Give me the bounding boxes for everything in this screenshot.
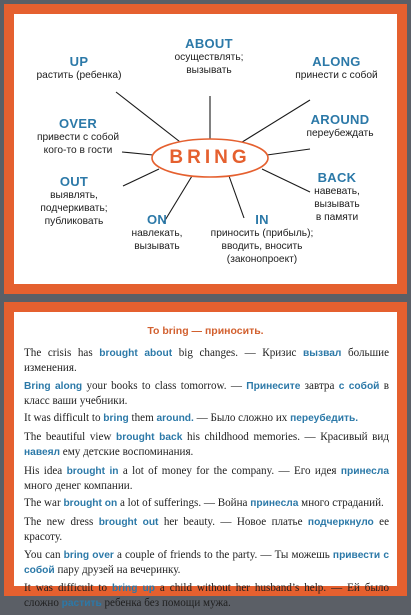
- sentence-text: a lot of sufferings. — Война: [117, 497, 251, 510]
- highlighted-phrase: подчеркнуло: [307, 516, 374, 528]
- example-sentence: [24, 496, 389, 511]
- sentence-text: ему детские воспоминания.: [60, 446, 194, 459]
- node-in-particle: IN: [255, 212, 269, 227]
- node-out: [26, 174, 122, 228]
- node-around-particle: AROUND: [310, 112, 370, 127]
- sentence-text: The new dress: [24, 515, 99, 528]
- highlighted-phrase: переубедить.: [290, 413, 359, 425]
- sentence-text: большие изменения.: [24, 347, 389, 375]
- sentence-text: It was difficult to: [24, 412, 104, 425]
- highlighted-phrase: brought back: [116, 431, 183, 443]
- node-over-particle: OVER: [58, 116, 98, 131]
- node-about: [149, 36, 269, 77]
- highlighted-phrase: принесла: [250, 498, 299, 510]
- example-sentence: [24, 346, 389, 375]
- node-along: [284, 54, 389, 82]
- node-along-particle: ALONG: [312, 54, 361, 69]
- center-word: BRING: [169, 147, 251, 168]
- sentence-text: a child without her husband’s help. — Ей было сложно: [24, 582, 389, 610]
- highlighted-phrase: навеял: [24, 447, 61, 459]
- example-sentence-list: [24, 346, 389, 615]
- sentence-text: The war: [24, 497, 64, 510]
- sentence-text: ребенка без помощи мужа.: [101, 597, 231, 610]
- highlighted-phrase: brought in: [66, 465, 119, 477]
- highlighted-phrase: bring over: [63, 549, 114, 561]
- sentence-text: в класс ваши учебники.: [24, 379, 389, 407]
- node-in-translation: приносить (прибыль); вводить, вносить (законопроект): [210, 228, 314, 265]
- highlighted-phrase: Принесите: [246, 380, 301, 392]
- node-around-translation: переубеждать: [306, 128, 374, 139]
- sentence-text: The crisis has: [24, 347, 100, 359]
- node-on-particle: ON: [146, 212, 168, 227]
- node-over-translation: привести с собой кого-то в гости: [36, 132, 120, 156]
- node-out-translation: выявлять, подчеркивать; публиковать: [40, 190, 108, 227]
- phrasal-verb-diagram-card: [4, 4, 407, 294]
- examples-card: [4, 302, 407, 610]
- highlighted-phrase: вызвал: [303, 348, 342, 359]
- example-sentence: [24, 430, 389, 460]
- example-sentence: [24, 548, 389, 578]
- node-on: [109, 212, 205, 253]
- sentence-text: много денег компании.: [24, 479, 133, 492]
- sentence-text: The beautiful view: [24, 430, 117, 443]
- node-in: [192, 212, 332, 266]
- sentence-text: пару друзей на вечеринку.: [54, 563, 181, 576]
- sentence-text: His idea: [24, 464, 67, 477]
- node-around: [290, 112, 390, 140]
- highlighted-phrase: привести с собой: [24, 549, 389, 576]
- highlighted-phrase: brought out: [98, 516, 159, 528]
- node-along-translation: принести с собой: [295, 70, 378, 81]
- highlighted-phrase: around.: [156, 413, 194, 425]
- node-over: [22, 116, 134, 157]
- sentence-text: — Было сложно их: [193, 412, 291, 425]
- highlighted-phrase: brought on: [63, 498, 118, 510]
- examples-title: To bring — приносить.: [147, 325, 264, 337]
- line-around: [267, 149, 310, 155]
- highlighted-phrase: brought about: [99, 348, 173, 359]
- example-sentence: [24, 515, 389, 544]
- highlighted-phrase: Bring along: [24, 380, 83, 392]
- examples-panel: [14, 312, 397, 610]
- node-back-translation: навевать, вызывать в памяти: [314, 186, 360, 223]
- sentence-text: It was difficult to: [24, 582, 113, 595]
- sentence-text: завтра: [300, 379, 339, 392]
- highlighted-phrase: bring up: [112, 583, 155, 595]
- sentence-text: them: [128, 412, 157, 425]
- node-about-translation: осуществлять; вызывать: [174, 52, 244, 76]
- node-up-particle: UP: [69, 54, 89, 69]
- highlighted-phrase: bring: [103, 413, 129, 425]
- sentence-text: your books to class tomorrow. —: [82, 379, 247, 392]
- highlighted-phrase: растить: [61, 598, 102, 610]
- sentence-text: her beauty. — Новое платье: [158, 515, 308, 528]
- node-up-translation: растить (ребенка): [36, 70, 122, 81]
- node-out-particle: OUT: [59, 174, 89, 189]
- sentence-text: big changes. — Кризис: [172, 347, 304, 359]
- example-sentence: [24, 379, 389, 408]
- diagram-panel: [14, 14, 397, 284]
- sentence-text: a lot of money for the company. — Его идея: [118, 464, 341, 477]
- sentence-text: You can: [24, 548, 64, 561]
- node-back-particle: BACK: [317, 170, 357, 185]
- example-sentence: [24, 581, 389, 611]
- sentence-text: ее красоту.: [24, 515, 390, 544]
- sentence-text: много страданий.: [298, 497, 384, 510]
- highlighted-phrase: принесла: [340, 465, 389, 477]
- node-about-particle: ABOUT: [185, 36, 233, 51]
- highlighted-phrase: с собой: [338, 380, 380, 392]
- example-sentence: [24, 411, 389, 426]
- node-up: [24, 54, 134, 82]
- sentence-text: a couple of friends to the party. — Ты можешь: [113, 548, 333, 561]
- example-sentence: [24, 464, 389, 493]
- sentence-text: his childhood memories. — Красивый вид: [182, 430, 390, 443]
- node-on-translation: навлекать, вызывать: [131, 228, 183, 252]
